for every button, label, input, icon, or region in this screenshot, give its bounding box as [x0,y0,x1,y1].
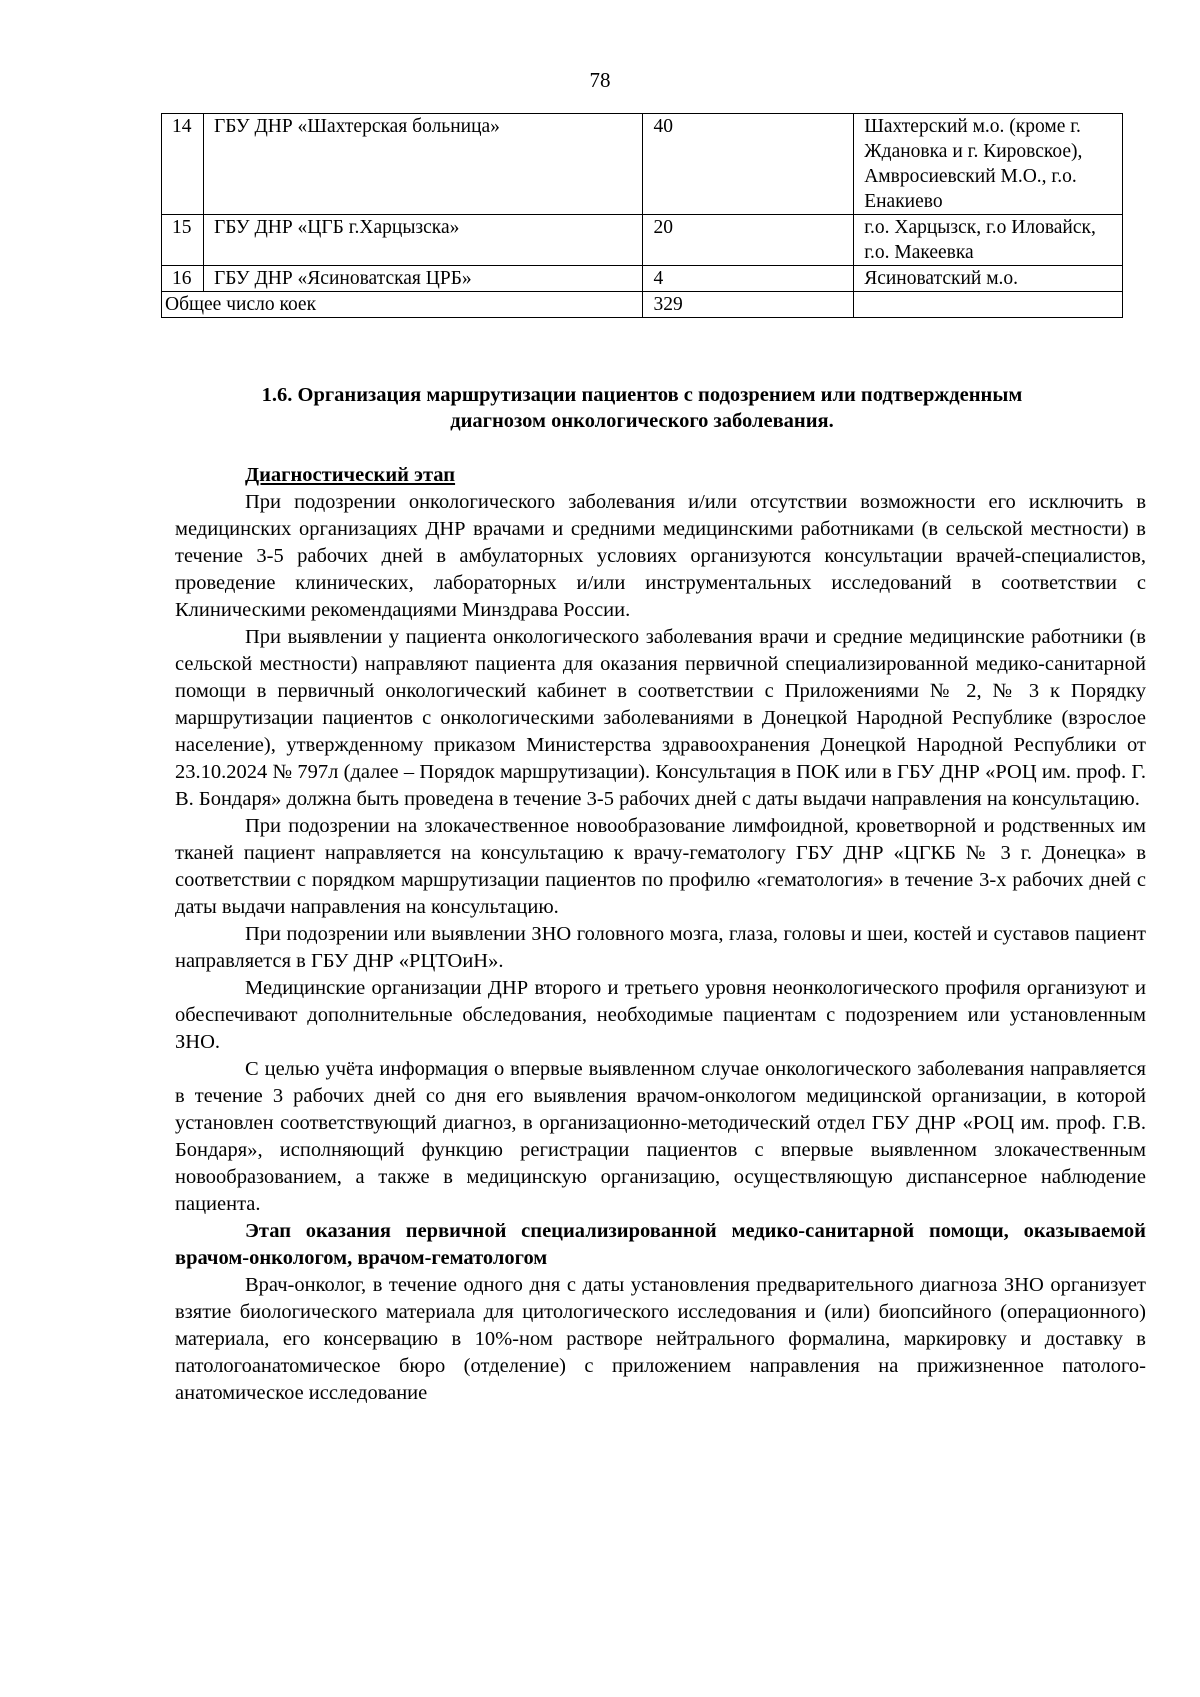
paragraph: С целью учёта информация о впервые выявленном случае онкологического заболевания направляется в течение 3 рабочих дней со дня его выявления врачом-онкологом медицинской организации, в которой установлен соответствующий диагноз, в организационно-методический отдел ГБУ ДНР «РОЦ им. проф. Г.В. Бондаря», исполняющий функцию регистрации пациентов с впервые выявленном злокачественным новообразованием, а также в медицинскую организацию, осуществляющую диспансерное наблюдение пациента. [175,1058,1146,1215]
specialized-care-stage-heading: Этап оказания первичной специализированной медико-санитарной помощи, оказываемой врачом-онкологом, врачом-гематологом [175,1220,1146,1269]
organization-name: ГБУ ДНР «Ясиноватская ЦРБ» [203,266,642,292]
row-number: 15 [162,215,204,266]
section-title-line-1: 1.6. Организация маршрутизации пациентов с подозрением или подтвержденным [261,384,1023,406]
paragraph: Медицинские организации ДНР второго и третьего уровня неонкологического профиля организуют и обеспечивают дополнительные обследования, необходимые пациентам с подозрением или установленным ЗНО. [175,977,1146,1053]
bed-count: 20 [643,215,854,266]
organization-name: ГБУ ДНР «Шахтерская больница» [203,114,642,215]
table-row [162,266,1123,292]
total-empty-cell [854,292,1123,318]
diagnostic-stage-heading: Диагностический этап [245,464,456,486]
total-label: Общее число коек [162,292,643,318]
section-title-line-2: диагнозом онкологического заболевания. [450,410,834,432]
service-area: Ясиноватский м.о. [854,266,1123,292]
row-number: 16 [162,266,204,292]
table-row [162,114,1123,215]
document-body [175,462,1146,1407]
bed-count: 40 [643,114,854,215]
service-area: Шахтерский м.о. (кроме г. Ждановка и г. Кировское), Амвросиевский М.О., г.о. Енакиево [854,114,1123,215]
organization-name: ГБУ ДНР «ЦГБ г.Харцызска» [203,215,642,266]
beds-table [161,113,1123,318]
table-row [162,215,1123,266]
paragraph: При подозрении или выявлении ЗНО головного мозга, глаза, головы и шеи, костей и суставов пациент направляется в ГБУ ДНР «РЦТОиН». [175,923,1146,972]
service-area: г.о. Харцызск, г.о Иловайск, г.о. Макеевка [854,215,1123,266]
paragraph: При подозрении онкологического заболевания и/или отсутствии возможности его исключить в медицинских организациях ДНР врачами и средними медицинскими работниками (в сельской местности) в течение 3-5 рабочих дней в амбулаторных условиях организуются консультации врачей-специалистов, проведение клинических, лабораторных и/или инструментальных исследований в соответствии с Клиническими рекомендациями Минздрава России. [175,491,1146,621]
paragraph: Врач-онколог, в течение одного дня с даты установления предварительного диагноза ЗНО организует взятие биологического материала для цитологического исследования и (или) биопсийного (операционного) материала, его консервацию в 10%-ном растворе нейтрального формалина, маркировку и доставку в патологоанатомическое бюро (отделение) с приложением направления на прижизненное патолого-анатомическое исследование [175,1274,1146,1404]
row-number: 14 [162,114,204,215]
bed-count: 4 [643,266,854,292]
page-number: 78 [589,68,611,92]
paragraph: При выявлении у пациента онкологического заболевания врачи и средние медицинские работники (в сельской местности) направляют пациента для оказания первичной специализированной медико-санитарной помощи в первичный онкологический кабинет в соответствии с Приложениями № 2, № 3 к Порядку маршрутизации пациентов с онкологическими заболеваниями в Донецкой Народной Республике (взрослое население), утвержденному приказом Министерства здравоохранения Донецкой Народной Республики от 23.10.2024 № 797л (далее – Порядок маршрутизации). Консультация в ПОК или в ГБУ ДНР «РОЦ им. проф. Г. В. Бондаря» должна быть проведена в течение 3-5 рабочих дней с даты выдачи направления на консультацию. [175,626,1146,810]
paragraph: При подозрении на злокачественное новообразование лимфоидной, кроветворной и родственных им тканей пациент направляется на консультацию к врачу-гематологу ГБУ ДНР «ЦГКБ № 3 г. Донецка» в соответствии с порядком маршрутизации пациентов по профилю «гематология» в течение 3-х рабочих дней с даты выдачи направления на консультацию. [175,815,1146,918]
total-value: 329 [643,292,854,318]
table-total-row [162,292,1123,318]
section-title [160,382,1124,434]
